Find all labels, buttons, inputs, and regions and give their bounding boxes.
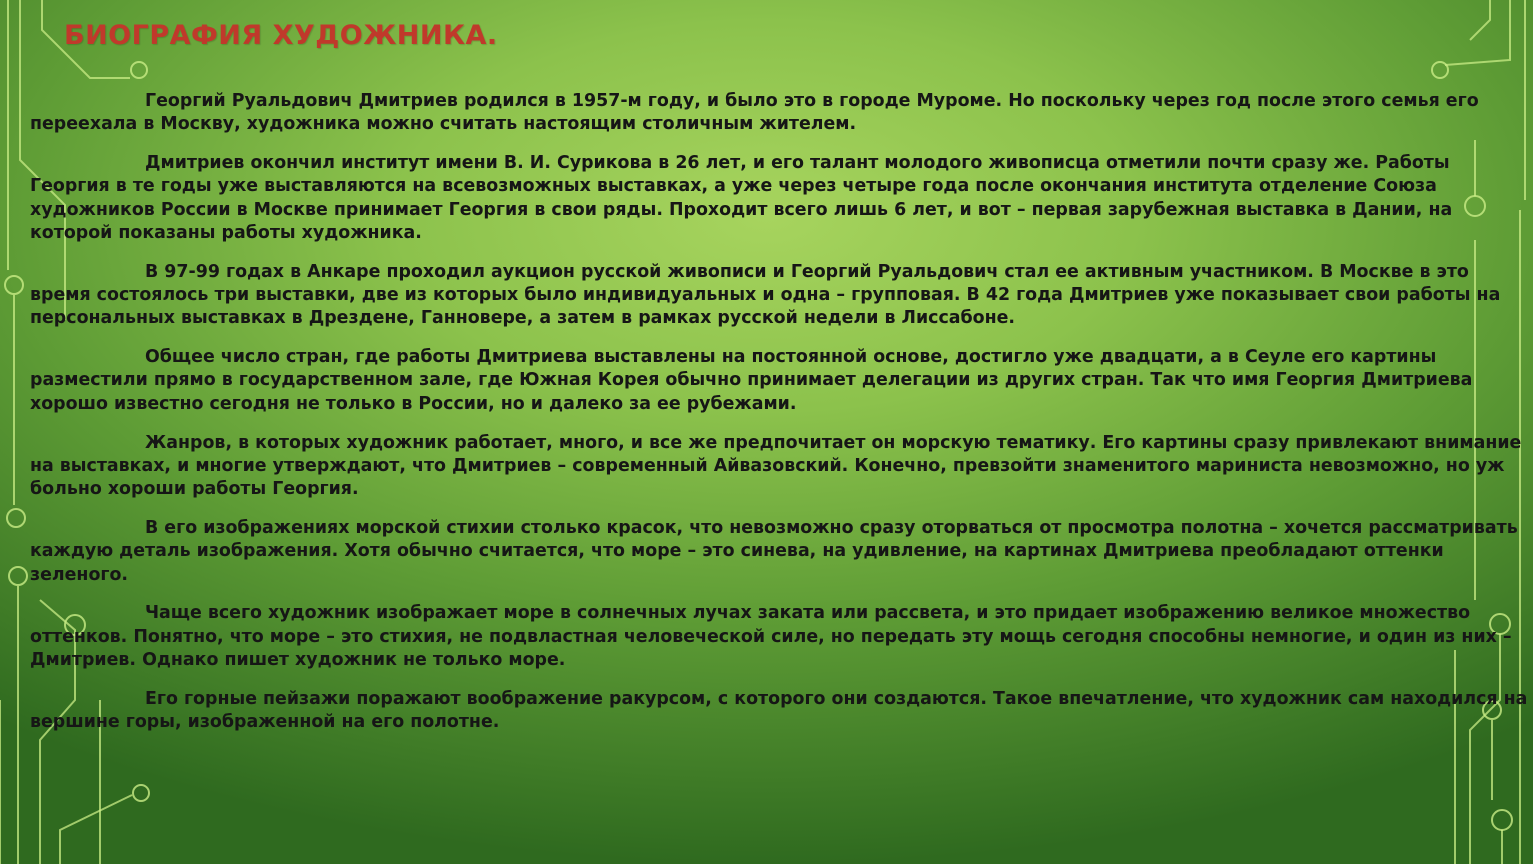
paragraph-exhibitions: В 97-99 годах в Анкаре проходил аукцион русской живописи и Георгий Руальдович стал ее активным участником. В Москве в это время состоялось три выставки, две из которых было индивидуальных и одна – групповая. В 42 года Дмитриев уже показывает свои работы на персональных выставках в Дрездене, Ганновере, а затем в рамках русской недели в Лиссабоне. xyxy=(30,261,1501,329)
paragraph-mountains: Его горные пейзажи поражают воображение ракурсом, с которого они создаются. Такое впечатление, что художник сам находился на вершине горы, изображенной на его полотне. xyxy=(30,688,1528,733)
paragraph-sea-colors: В его изображениях морской стихии столько красок, что невозможно сразу оторваться от просмотра полотна – хочется рассматривать каждую деталь изображения. Хотя обычно считается, что море – это синева, на удивление, на картинах Дмитриева преобладают оттенки зеленого. xyxy=(30,517,1518,585)
paragraph-genres: Жанров, в которых художник работает, много, и все же предпочитает он морскую тематику. Его картины сразу привлекают внимание на выставках, и многие утверждают, что Дмитриев – современный Айвазовский. Конечно, превзойти знаменитого мариниста невозможно, но уж больно хороши работы Георгия. xyxy=(30,432,1522,500)
paragraph-education: Дмитриев окончил институт имени В. И. Сурикова в 26 лет, и его талант молодого живописца отметили почти сразу же. Работы Георгия в те годы уже выставляются на всевозможных выставках, а уже через четыре года после окончания института отделение Союза художников России в Москве принимает Георгия в свои ряды. Проходит всего лишь 6 лет, и вот – первая зарубежная выставка в Дании, на которой показаны работы художника. xyxy=(30,153,1453,243)
slide-title: БИОГРАФИЯ ХУДОЖНИКА. xyxy=(64,20,498,51)
paragraph-countries: Общее число стран, где работы Дмитриева выставлены на постоянной основе, достигло уже двадцати, а в Сеуле его картины разместили прямо в государственном зале, где Южная Корея обычно принимает делегации из других стран. Так что имя Георгия Дмитриева хорошо известно сегодня не только в России, но и далеко за ее рубежами. xyxy=(30,347,1473,414)
paragraph-birth: Георгий Руальдович Дмитриев родился в 1957-м году, и было это в городе Муроме. Но поскольку через год после этого семья его переехала в Москву, художника можно считать настоящим столичным жителем. xyxy=(30,91,1479,135)
paragraph-sunsets: Чаще всего художник изображает море в солнечных лучах заката или рассвета, и это придает изображению великое множество оттенков. Понятно, что море – это стихия, не подвластная человеческой силе, но передать эту мощь сегодня способны немногие, и один из них – Дмитриев. Однако пишет художник не только море. xyxy=(30,603,1512,670)
biography-text xyxy=(30,90,1530,750)
